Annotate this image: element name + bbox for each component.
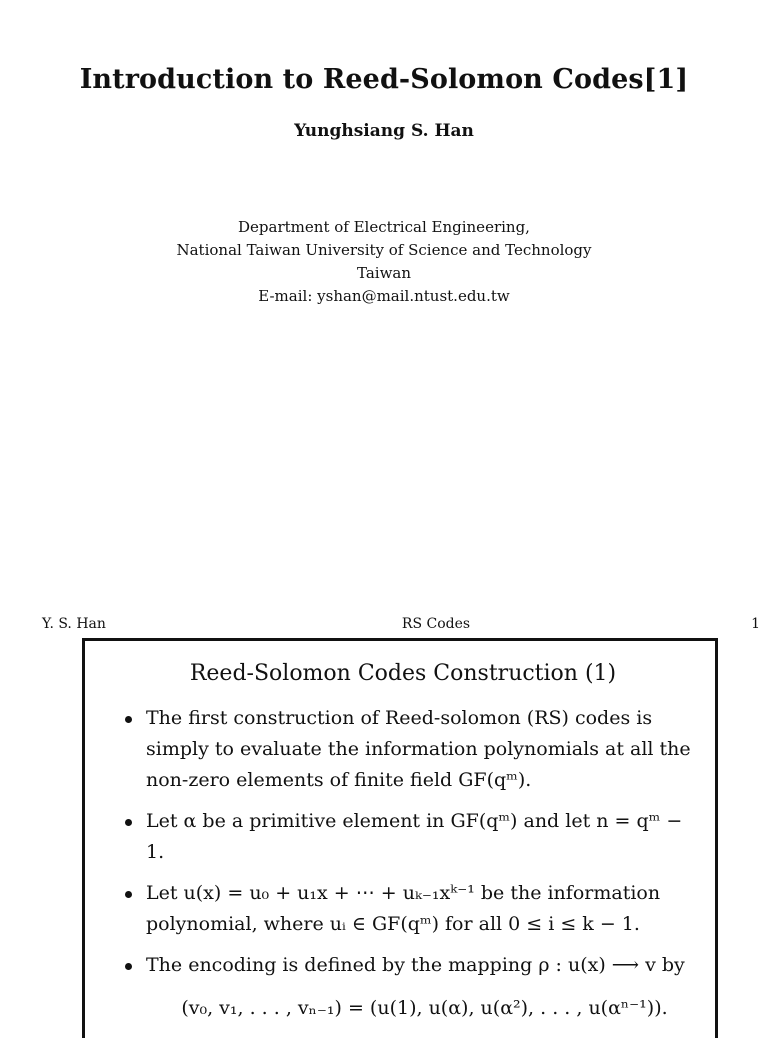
- bullet-item: [123, 878, 703, 940]
- bullet-icon: [125, 716, 132, 723]
- author-affiliation: [0, 216, 768, 308]
- author-name: Yunghsiang S. Han: [294, 121, 474, 141]
- document-title: Introduction to Reed-Solomon Codes[1]: [79, 64, 689, 95]
- page-number: 1: [751, 616, 760, 632]
- bullet-icon: [125, 891, 132, 898]
- header-topic: RS Codes: [401, 616, 471, 632]
- bullet-item: [123, 950, 703, 1024]
- affiliation-university: National Taiwan University of Science and Technology: [176, 241, 592, 259]
- slide-title: Reed-Solomon Codes Construction (1): [189, 661, 617, 686]
- bullet-icon: [125, 963, 132, 970]
- display-equation: (v₀, v₁, . . . , vₙ₋₁) = (u(1), u(α), u(α²), . . . , u(αⁿ⁻¹)).: [181, 997, 668, 1019]
- affiliation-country: Taiwan: [356, 264, 412, 282]
- affiliation-department: Department of Electrical Engineering,: [238, 218, 530, 236]
- bullet-item: [123, 703, 703, 796]
- bullet-text: Let α be a primitive element in GF(qᵐ) and let n = qᵐ − 1.: [146, 810, 683, 863]
- slide-frame: [82, 638, 718, 1038]
- header-author: Y. S. Han: [42, 616, 106, 632]
- affiliation-email: E-mail: yshan@mail.ntust.edu.tw: [258, 287, 510, 305]
- running-header: [0, 616, 768, 636]
- bullet-text: The first construction of Reed-solomon (RS) codes is simply to evaluate the information polynomials at all the non-zero elements of finite field GF(qᵐ).: [146, 707, 691, 791]
- bullet-text: The encoding is defined by the mapping ρ : u(x) ⟶ v by: [146, 954, 685, 976]
- bullet-icon: [125, 819, 132, 826]
- bullet-item: [123, 806, 703, 868]
- bullet-list: [123, 703, 703, 1034]
- bullet-text: Let u(x) = u₀ + u₁x + ⋯ + uₖ₋₁xᵏ⁻¹ be the information polynomial, where uᵢ ∈ GF(qᵐ) for all 0 ≤ i ≤ k − 1.: [146, 882, 661, 935]
